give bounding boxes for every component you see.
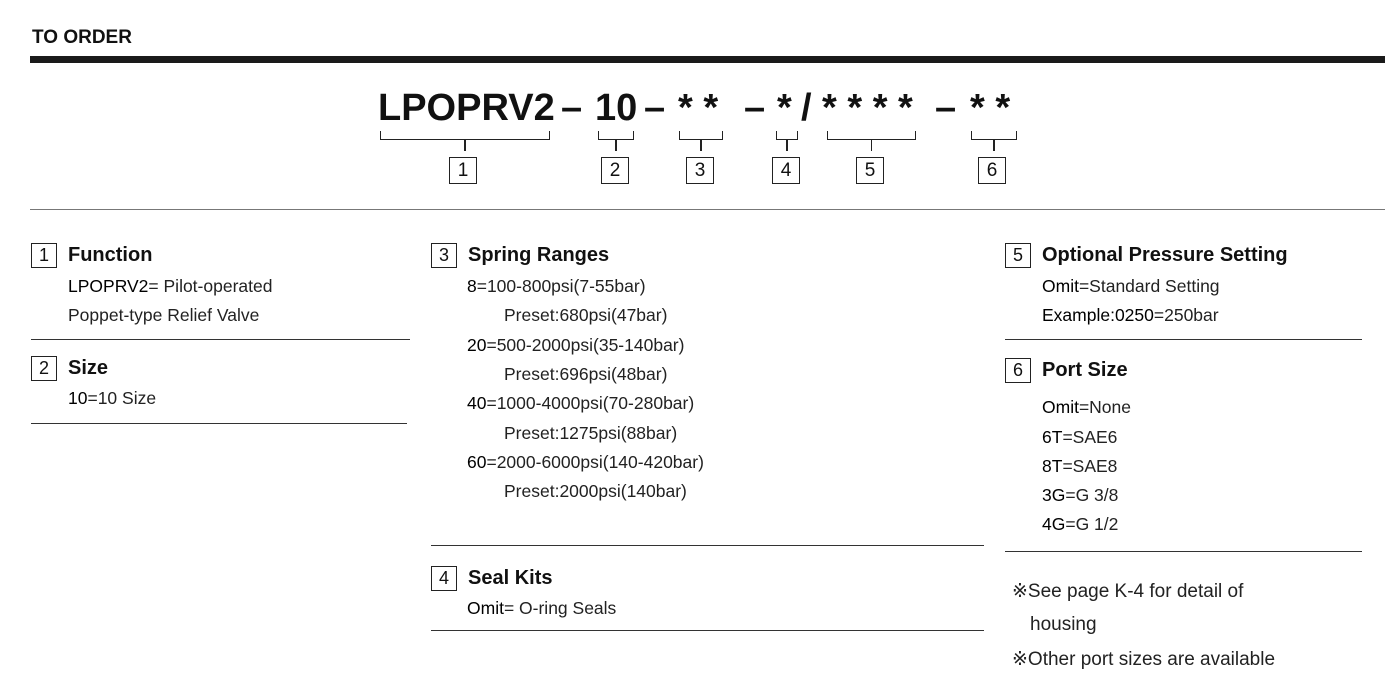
section-number: 6 bbox=[1005, 358, 1031, 383]
note-housing-cont: housing bbox=[1030, 614, 1097, 635]
section-rule bbox=[431, 545, 984, 546]
section-rule bbox=[1005, 551, 1362, 552]
code-spring: * * bbox=[678, 87, 719, 129]
spec-line: 6T=SAE6 bbox=[1042, 427, 1118, 447]
spec-line: Example:0250=250bar bbox=[1042, 305, 1219, 325]
callout-box: 6 bbox=[978, 157, 1006, 184]
bracket-3 bbox=[679, 131, 723, 140]
bracket-2 bbox=[598, 131, 634, 140]
spec-line: 8T=SAE8 bbox=[1042, 456, 1118, 476]
section-title: Port Size bbox=[1042, 359, 1128, 381]
section-title: Seal Kits bbox=[468, 567, 553, 589]
divider-rule bbox=[30, 209, 1385, 210]
spec-line: 3G=G 3/8 bbox=[1042, 485, 1119, 505]
callout-box: 5 bbox=[856, 157, 884, 184]
page-title: TO ORDER bbox=[32, 27, 132, 48]
spec-line: LPOPRV2= Pilot-operated bbox=[68, 276, 273, 296]
model-code bbox=[0, 86, 1385, 130]
section-number: 3 bbox=[431, 243, 457, 268]
bracket-5 bbox=[827, 131, 916, 140]
section-title: Optional Pressure Setting bbox=[1042, 244, 1288, 266]
bracket-6 bbox=[971, 131, 1017, 140]
note-housing: ※See page K-4 for detail of bbox=[1012, 581, 1244, 602]
callout-box: 3 bbox=[686, 157, 714, 184]
section-rule bbox=[1005, 339, 1362, 340]
section-title: Spring Ranges bbox=[468, 244, 610, 266]
spec-line: 20=500-2000psi(35-140bar) bbox=[467, 335, 685, 355]
spec-line: Preset:696psi(48bar) bbox=[504, 364, 668, 384]
code-slash: / bbox=[801, 87, 812, 129]
code-seal: * bbox=[777, 87, 792, 129]
callout-box: 2 bbox=[601, 157, 629, 184]
spec-line: Poppet-type Relief Valve bbox=[68, 305, 260, 325]
section-number: 5 bbox=[1005, 243, 1031, 268]
section-rule bbox=[31, 423, 407, 424]
bracket-1 bbox=[380, 131, 550, 140]
section-title: Function bbox=[68, 244, 153, 266]
callout-box: 4 bbox=[772, 157, 800, 184]
section-title: Size bbox=[68, 357, 109, 379]
code-dash: – bbox=[935, 87, 957, 129]
spec-line: 10=10 Size bbox=[68, 388, 157, 408]
bracket-4 bbox=[776, 131, 798, 140]
spec-line: Omit=None bbox=[1042, 397, 1132, 417]
code-base: LPOPRV2 bbox=[378, 87, 555, 129]
note-port-sizes: ※Other port sizes are available bbox=[1012, 649, 1276, 670]
section-number: 1 bbox=[31, 243, 57, 268]
spec-line: Preset:680psi(47bar) bbox=[504, 305, 668, 325]
spec-line: 60=2000-6000psi(140-420bar) bbox=[467, 452, 704, 472]
section-rule bbox=[431, 630, 984, 631]
section-number: 2 bbox=[31, 356, 57, 381]
code-size: 10 bbox=[595, 87, 638, 129]
spec-line: Omit= O-ring Seals bbox=[467, 598, 617, 618]
callout-box: 1 bbox=[449, 157, 477, 184]
code-dash: – bbox=[744, 87, 766, 129]
code-pressure: * * * * bbox=[822, 87, 913, 129]
section-number: 4 bbox=[431, 566, 457, 591]
spec-line: 8=100-800psi(7-55bar) bbox=[467, 276, 646, 296]
code-dash: – bbox=[561, 87, 583, 129]
section-rule bbox=[31, 339, 410, 340]
code-port: * * bbox=[970, 87, 1011, 129]
spec-line: Omit=Standard Setting bbox=[1042, 276, 1220, 296]
spec-line: Preset:1275psi(88bar) bbox=[504, 423, 678, 443]
spec-line: 4G=G 1/2 bbox=[1042, 514, 1119, 534]
code-dash: – bbox=[644, 87, 666, 129]
top-rule bbox=[30, 56, 1385, 63]
spec-line: Preset:2000psi(140bar) bbox=[504, 481, 687, 501]
spec-line: 40=1000-4000psi(70-280bar) bbox=[467, 393, 695, 413]
